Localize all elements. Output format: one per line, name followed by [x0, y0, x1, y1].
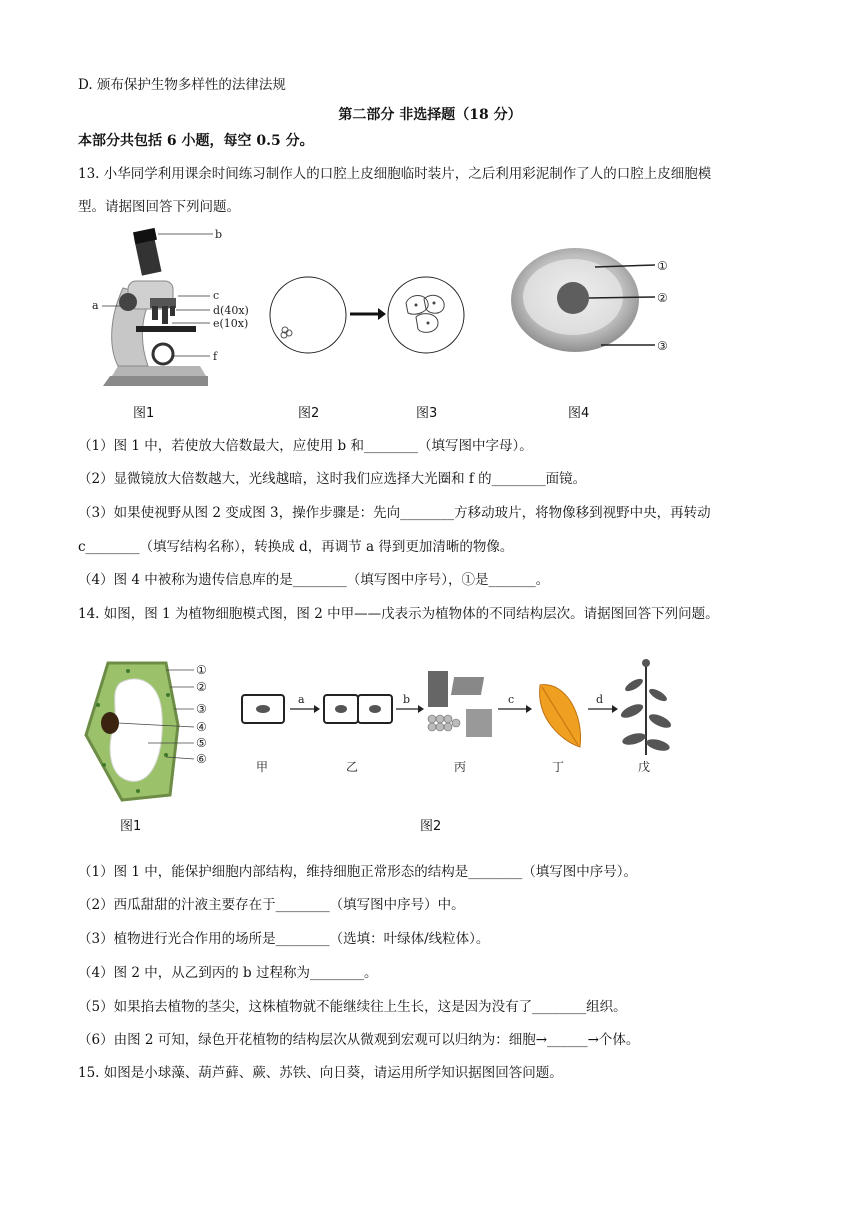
cell-label-2: ② — [196, 680, 207, 694]
arrow-label-b: b — [403, 693, 411, 706]
q14-caption-fig2: 图2 — [420, 819, 442, 834]
q13-stem-line1: 13. 小华同学利用课余时间练习制作人的口腔上皮细胞临时装片，之后利用彩泥制作了人的口腔上皮细胞模 — [78, 166, 712, 182]
field-of-view-fig3 — [386, 275, 466, 355]
stage-bing: 丙 — [454, 760, 467, 774]
section-note: 本部分共包括 6 小题，每空 0.5 分。 — [78, 133, 314, 149]
q14-sub6: （6）由图 2 可知，绿色开花植物的结构层次从微观到宏观可以归纳为：细胞→______→个体。 — [78, 1032, 640, 1048]
section-title: 第二部分 非选择题（18 分） — [338, 107, 522, 123]
plant-cell-figure — [78, 655, 218, 805]
q13-sub2: （2）显微镜放大倍数越大，光线越暗，这时我们应选择大光圈和 f 的________面镜。 — [78, 471, 587, 487]
model-label-1: ① — [657, 259, 668, 273]
q13-sub4: （4）图 4 中被称为遗传信息库的是________（填写图中序号），①是_______。 — [78, 572, 550, 588]
cell-model-fig4 — [505, 245, 685, 365]
label-e: e(10x) — [213, 317, 249, 330]
q13-sub1: （1）图 1 中，若使放大倍数最大，应使用 b 和________（填写图中字母）。 — [78, 438, 533, 454]
arrow-label-a: a — [298, 693, 305, 706]
label-f: f — [213, 350, 218, 363]
label-b: b — [215, 228, 223, 241]
cell-label-6: ⑥ — [196, 752, 207, 766]
label-a: a — [92, 299, 99, 312]
arrow-label-d: d — [596, 693, 604, 706]
label-d: d(40x) — [213, 304, 249, 317]
stage-ding: 丁 — [552, 760, 565, 774]
cell-label-5: ⑤ — [196, 736, 207, 750]
cell-label-4: ④ — [196, 720, 207, 734]
q14-sub1: （1）图 1 中，能保护细胞内部结构，维持细胞正常形态的结构是________（填写图中序号）。 — [78, 864, 638, 880]
q15-stem: 15. 如图是小球藻、葫芦藓、蕨、苏铁、向日葵，请运用所学知识据图回答问题。 — [78, 1065, 563, 1081]
model-label-3: ③ — [657, 339, 668, 353]
q14-sub5: （5）如果掐去植物的茎尖，这株植物就不能继续往上生长，这是因为没有了________组织。 — [78, 999, 627, 1015]
caption-fig4: 图4 — [568, 406, 590, 421]
arrow-fig2-to-fig3 — [348, 306, 388, 322]
model-label-2: ② — [657, 291, 668, 305]
caption-fig3: 图3 — [416, 406, 438, 421]
q14-stem: 14. 如图，图 1 为植物细胞模式图，图 2 中甲——戊表示为植物体的不同结构层次。请据图回答下列问题。 — [78, 606, 719, 622]
stage-jia: 甲 — [256, 760, 269, 774]
cell-label-3: ③ — [196, 702, 207, 716]
option-d: D. 颁布保护生物多样性的法律法规 — [78, 77, 286, 93]
caption-fig2: 图2 — [298, 406, 320, 421]
cell-label-1: ① — [196, 663, 207, 677]
field-of-view-fig2 — [268, 275, 348, 355]
q13-sub3-line2: c________（填写结构名称），转换成 d，再调节 a 得到更加清晰的物像。 — [78, 539, 514, 555]
q14-sub2: （2）西瓜甜甜的汁液主要存在于________（填写图中序号）中。 — [78, 897, 465, 913]
arrow-label-c: c — [508, 693, 515, 706]
q13-sub3-line1: （3）如果使视野从图 2 变成图 3，操作步骤是：先向________方移动玻片，将物像移到视野中央，再转动 — [78, 505, 711, 521]
q13-stem-line2: 型。请据图回答下列问题。 — [78, 199, 240, 215]
label-c: c — [213, 289, 220, 302]
q14-sub3: （3）植物进行光合作用的场所是________（选填：叶绿体/线粒体）。 — [78, 931, 490, 947]
q14-caption-fig1: 图1 — [120, 819, 142, 834]
q14-sub4: （4）图 2 中，从乙到丙的 b 过程称为________。 — [78, 965, 378, 981]
stage-wu: 戊 — [638, 760, 651, 774]
caption-fig1: 图1 — [133, 406, 155, 421]
stage-yi: 乙 — [346, 760, 359, 774]
microscope-figure — [88, 226, 258, 396]
organization-levels-figure — [236, 655, 696, 780]
